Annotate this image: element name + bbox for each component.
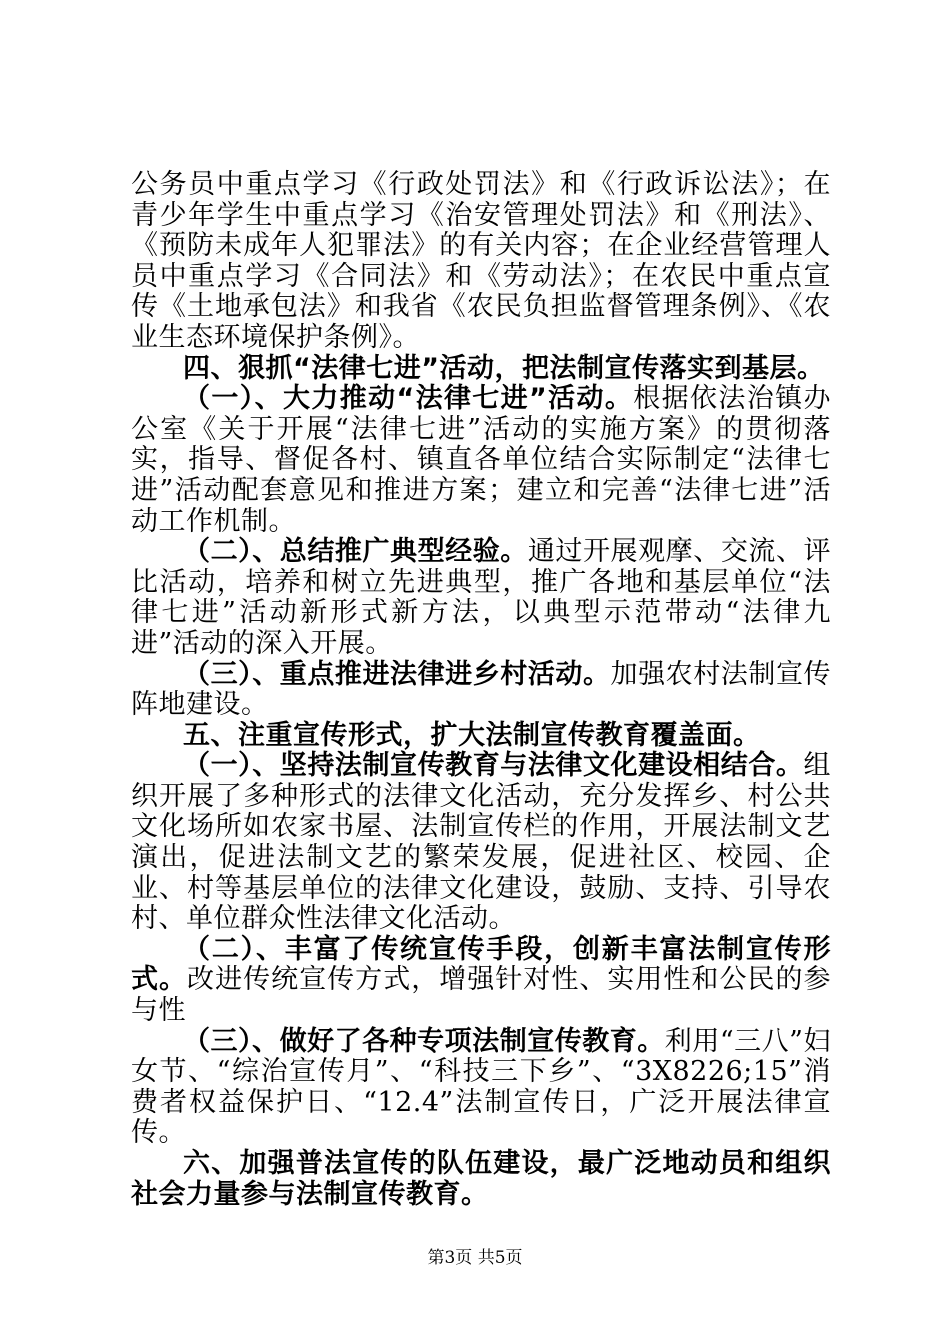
- section-4-item-2-body: 通过开展观摩、交流、评比活动，培养和树立先进典型，推广各地和基层单位“法律七进”活动新形式新方法，以典型示范带动“法律九进”活动的深入开展。: [131, 536, 832, 659]
- section-5-item-3-body: 利用“三八”妇女节、“综治宣传月”、“科技三下乡”、“3X8226;15”消费者权益保护日、“12.4”法制宣传日，广泛开展法律宣传。: [131, 1025, 832, 1149]
- section-5-item-1-body: 组织开展了多种形式的法律文化活动，充分发挥乡、村公共文化场所如农家书屋、法制宣传栏的作用，开展法制文艺演出，促进法制文艺的繁荣发展，促进社区、校园、企业、村等基层单位的法律文化建设，鼓励、支持、引导农村、单位群众性法律文化活动。: [131, 750, 831, 935]
- section-4-item-1-body: 根据依法治镇办公室《关于开展“法律七进”活动的实施方案》的贯彻落实，指导、督促各村、镇直各单位结合实际制定“法律七进”活动配套意见和推进方案；建立和完善“法律七进”活动工作机制。: [131, 383, 831, 537]
- section-5-item-3: [131, 1027, 831, 1149]
- section-6-title: 六、加强普法宣传的队伍建设，最广泛地动员和组织社会力量参与法制宣传教育。: [131, 1148, 831, 1210]
- paragraph-laws-by-group: 公务员中重点学习《行政处罚法》和《行政诉讼法》；在青少年学生中重点学习《治安管理处罚法》和《刑法》、《预防未成年人犯罪法》的有关内容；在企业经营管理人员中重点学习《合同法》和《劳动法》；在农民中重点宣传《土地承包法》和我省《农民负担监督管理条例》、《农业生态环境保护条例》。: [131, 169, 831, 353]
- section-4-item-2: [131, 537, 831, 659]
- section-5-item-2-heading: （二）、丰富了传统宣传手段，创新丰富法制宣传形式。: [131, 933, 831, 996]
- page-number-footer: 第3页 共5页: [427, 1248, 523, 1268]
- section-4-title: 四、狠抓“法律七进”活动，把法制宣传落实到基层。: [183, 352, 825, 384]
- section-5-item-3-heading: （三）、做好了各种专项法制宣传教育。: [183, 1025, 665, 1057]
- section-5-item-1-heading: （一）、坚持法制宣传教育与法律文化建设相结合。: [183, 750, 804, 782]
- section-4-item-3-heading: （三）、重点推进法律进乡村活动。: [183, 658, 611, 690]
- section-4-item-3-body: 加强农村法制宣传阵地建设。: [131, 658, 832, 721]
- section-4-item-1-heading: （一）、大力推动“法律七进”活动。: [183, 383, 634, 415]
- section-5-item-2-body: 改进传统宣传方式，增强针对性、实用性和公民的参与性: [131, 964, 832, 1027]
- section-4-item-3: [131, 660, 831, 721]
- section-4-item-2-heading: （二）、总结推广典型经验。: [183, 536, 528, 568]
- section-5-title: 五、注重宣传形式，扩大法制宣传教育覆盖面。: [183, 719, 761, 751]
- document-body: [131, 170, 831, 1210]
- section-4-item-1: [131, 384, 831, 537]
- section-5-item-2: [131, 935, 831, 1027]
- section-5-item-1: [131, 751, 831, 935]
